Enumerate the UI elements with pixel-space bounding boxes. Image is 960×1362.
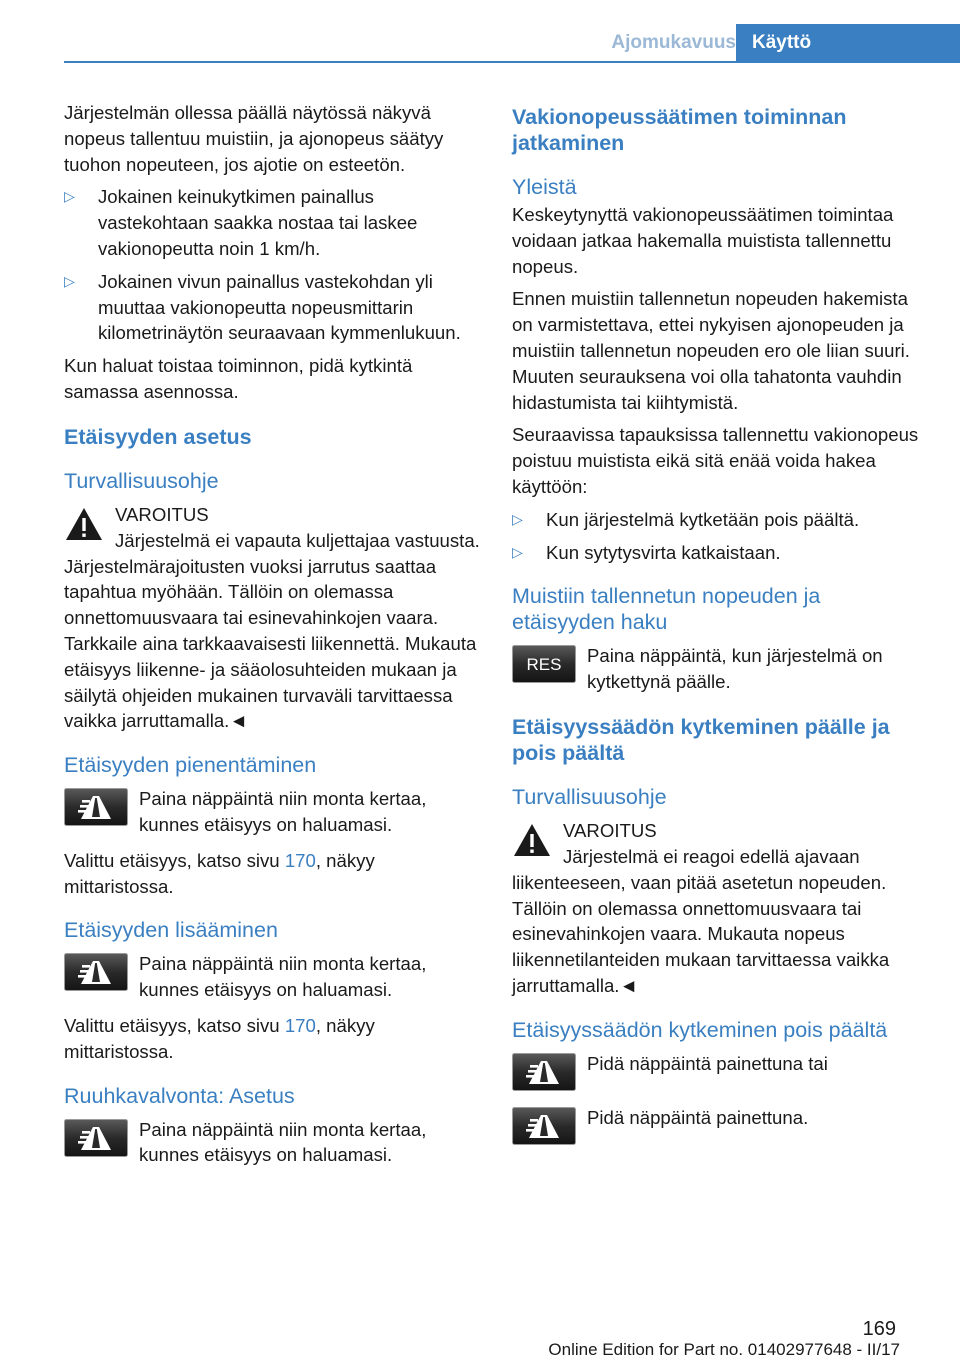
page-link[interactable]: 170 [284, 1014, 316, 1036]
heading-safety-note: Turvallisuusohje [512, 784, 667, 809]
heading-distance-off: Etäisyyssäädön kytkeminen pois päältä [512, 1017, 888, 1042]
instruction-text: Paina näppäintä, kun järjestelmä on kytkettynä päälle. [587, 645, 883, 693]
intro-paragraph: Järjestelmän ollessa päällä näytössä näkyvä nopeus tallentuu muistiin, ja ajonopeus säätyy tuohon nopeuteen, jos ajotie on esteetön. [64, 102, 444, 175]
res-key-label: RES [526, 655, 562, 675]
triangle-right-icon: ▷ [512, 510, 523, 527]
list-item-text: Jokainen vivun painallus vastekohdan yli muuttaa vakionopeutta nopeusmittarin kilometrinäytön seuraavaan kymmenlukuun. [98, 270, 461, 344]
instruction-row [512, 643, 928, 695]
instruction-row [64, 1117, 480, 1169]
text: Valittu etäisyys, katso sivu [64, 1014, 285, 1036]
distance-key-icon [64, 1119, 128, 1157]
edition-note: Online Edition for Part no. 01402977648 - II/17 [548, 1340, 900, 1359]
instruction-text: Pidä näppäintä painettuna tai [587, 1052, 828, 1074]
heading-resume-cruise: Vakionopeussäätimen toiminnan jatkaminen [512, 105, 847, 155]
page-link[interactable]: 170 [284, 849, 316, 871]
text: Valittu etäisyys, katso sivu [64, 849, 285, 871]
warning-box [512, 818, 928, 862]
heading-safety-note: Turvallisuusohje [64, 468, 219, 493]
triangle-right-icon: ▷ [64, 188, 75, 205]
instruction-row [512, 1051, 928, 1095]
warning-text: Järjestelmä ei reagoi edellä ajavaan liikenteeseen, vaan pitää asetetun nopeuden. Tällöin on olemassa onnettomuusvaara tai esinevahinkojen vaara. Mukauta nopeus liikennetilanteiden mukaan tarvittaessa vaikka jarruttamalla.◄ [512, 845, 890, 996]
distance-key-icon [512, 1053, 576, 1091]
instruction-row [64, 786, 480, 838]
heading-decrease-distance: Etäisyyden pienentäminen [64, 753, 317, 778]
header-rule [64, 61, 960, 63]
erase-paragraph: Seuraavissa tapauksissa tallennettu vakionopeus poistuu muistista eikä sitä enää voida hakea käyttöön: [512, 424, 919, 497]
page-number: 169 [862, 1318, 896, 1340]
heading-distance-setting: Etäisyyden asetus [64, 424, 252, 449]
page-footer [0, 1318, 960, 1358]
warning-label: VAROITUS [563, 819, 657, 841]
section-tab[interactable]: Ajomukavuus [611, 32, 736, 53]
warning-label: VAROITUS [115, 503, 209, 525]
warning-triangle-icon [64, 506, 104, 542]
list-item-text: Jokainen keinukytkimen painallus vastekohtaan saakka nostaa tai laskee vakionopeutta noin 1 km/h. [98, 186, 418, 259]
instruction-row [64, 951, 480, 1003]
instruction-text: Paina näppäintä niin monta kertaa, kunnes etäisyys on haluamasi. [139, 1118, 427, 1166]
distance-key-icon [512, 1107, 576, 1145]
triangle-right-icon: ▷ [512, 543, 523, 560]
heading-increase-distance: Etäisyyden lisääminen [64, 918, 278, 943]
heading-general: Yleistä [512, 175, 577, 199]
heading-congestion-setting: Ruuhkavalvonta: Asetus [64, 1083, 295, 1108]
triangle-right-icon: ▷ [64, 272, 75, 289]
resume-paragraph: Keskeytynyttä vakionopeussäätimen toimintaa voidaan jatkaa hakemalla muistista tallennettu nopeus. [512, 204, 894, 277]
text: , näkyy mittaristossa. [64, 1014, 375, 1062]
list-item [64, 269, 480, 346]
warning-text: Järjestelmä ei vapauta kuljettajaa vastuusta. Järjestelmärajoitusten vuoksi jarrutus saattaa tapahtua myöhään. Tällöin on olemassa onnettomuusvaara tai esinevahinkojen vaara. Tarkkaile aina tarkkaavaisesti liikennettä. Mukauta etäisyys liikenne- ja sääolosuhteiden mukaan ja säilytä ohjeiden mukainen turvaväli tarvittaessa vaikka jarruttamalla.◄ [64, 529, 480, 732]
selected-distance-paragraph [64, 1013, 480, 1065]
instruction-row [512, 1105, 928, 1149]
heading-recall-speed: Muistiin tallennetun nopeuden ja etäisyyden haku [512, 584, 821, 635]
list-item [64, 184, 480, 261]
chapter-tab-active[interactable]: Käyttö [736, 24, 960, 61]
list-item-text: Kun sytytysvirta katkaistaan. [546, 541, 781, 563]
repeat-paragraph: Kun haluat toistaa toiminnon, pidä kytkintä samassa asennossa. [64, 355, 413, 402]
heading-distance-on-off: Etäisyyssäädön kytkeminen päälle ja pois päältä [512, 714, 890, 765]
check-paragraph: Ennen muistiin tallennetun nopeuden hakemista on varmistettava, ettei nykyisen ajonopeuden ja muistiin tallennetun nopeuden ero ole liian suuri. Muuten seurauksena voi olla tahatonta vauhdin hidastumista tai kiihtymistä. [512, 288, 910, 413]
list-item-text: Kun järjestelmä kytketään pois päältä. [546, 508, 860, 530]
list-item [512, 507, 928, 533]
selected-distance-paragraph [64, 848, 480, 900]
left-column [64, 100, 480, 1178]
instruction-text: Paina näppäintä niin monta kertaa, kunnes etäisyys on haluamasi. [139, 788, 427, 835]
distance-key-icon [64, 953, 128, 991]
instruction-text: Paina näppäintä niin monta kertaa, kunnes etäisyys on haluamasi. [139, 953, 427, 1001]
list-item [512, 540, 928, 566]
instruction-text: Pidä näppäintä painettuna. [587, 1106, 809, 1128]
res-key-icon [512, 645, 576, 683]
warning-triangle-icon [512, 822, 552, 858]
page-header [64, 24, 960, 62]
warning-box [64, 502, 480, 546]
text: , näkyy mittaristossa. [64, 849, 375, 897]
right-column [512, 100, 928, 1159]
distance-key-icon [64, 788, 128, 826]
